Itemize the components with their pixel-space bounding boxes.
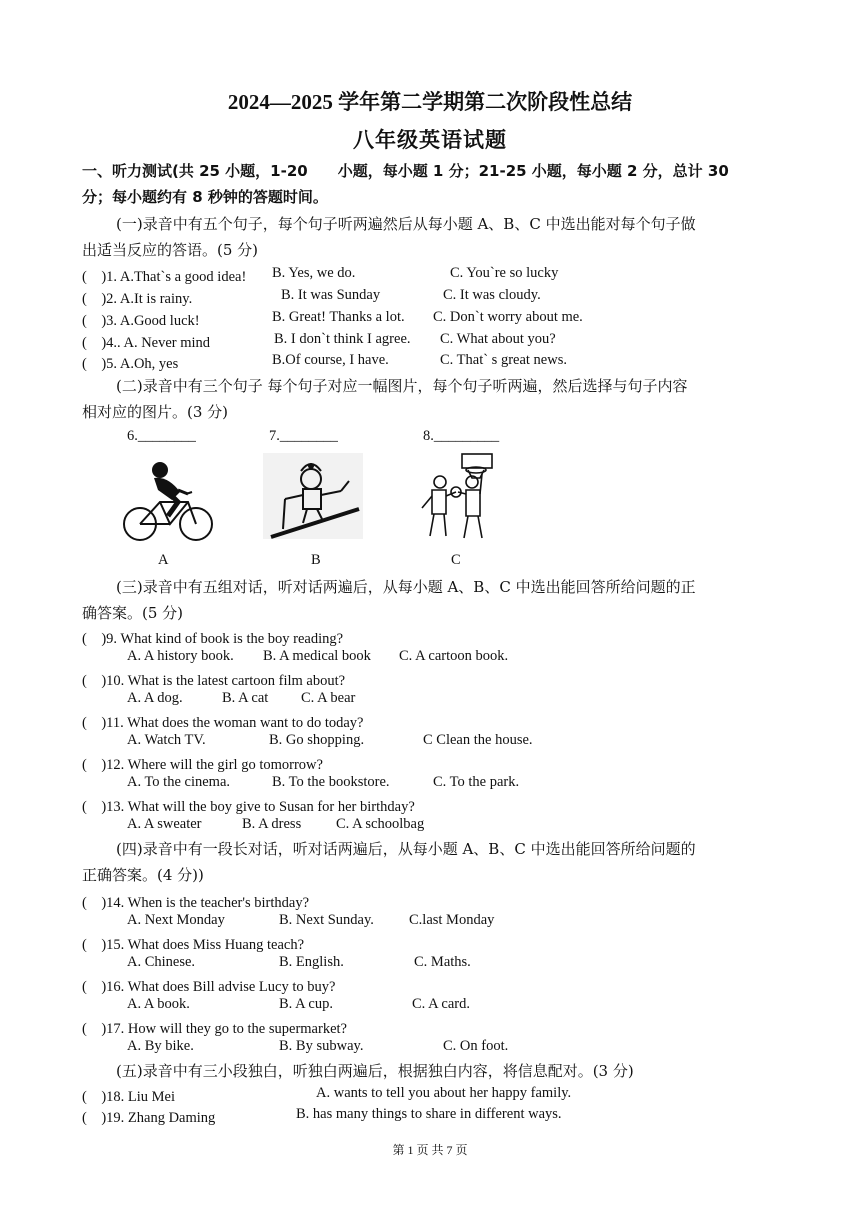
part3-intro-line2: 确答案。(5 分): [82, 604, 184, 622]
q8-blank: 8._________: [423, 428, 500, 444]
q2-option-b: B. It was Sunday: [281, 287, 381, 303]
q7-blank: 7.________: [269, 428, 338, 444]
skier-picture: [263, 453, 363, 539]
exam-title: 2024—2025 学年第二学期第二次阶段性总结: [227, 90, 633, 114]
q9-option-c: C. A cartoon book.: [399, 648, 509, 664]
q14-option-b: B. Next Sunday.: [279, 912, 374, 928]
part1-intro-line2: 出适当反应的答语。(5 分): [82, 241, 259, 259]
q10-question: ( )10. What is the latest cartoon film about?: [82, 673, 346, 689]
q11-option-c: C Clean the house.: [423, 732, 533, 748]
section1-heading-line1: 一、听力测试(共 25 小题，1-20 小题，每小题 1 分；21-25 小题，每小题 2 分，总计 30: [82, 162, 729, 180]
part2-intro-line1: (二)录音中有三个句子 每个句子对应一幅图片，每个句子听两遍，然后选择与句子内容: [116, 377, 688, 395]
section1-heading-line2: 分；每小题约有 8 秒钟的答题时间。: [82, 188, 328, 206]
q16-question: ( )16. What does Bill advise Lucy to buy?: [82, 979, 336, 995]
q13-option-b: B. A dress: [242, 816, 302, 832]
part3-intro-line1: (三)录音中有五组对话，听对话两遍后，从每小题 A、B、C 中选出能回答所给问题的正: [116, 578, 696, 596]
q15-question: ( )15. What does Miss Huang teach?: [82, 937, 305, 953]
q17-question: ( )17. How will they go to the supermarket?: [82, 1021, 347, 1037]
q16-option-a: A. A book.: [127, 996, 190, 1012]
q16-option-c: C. A card.: [412, 996, 470, 1012]
part5-intro: (五)录音中有三小段独白，听独白两遍后，根据独白内容，将信息配对。(3 分): [116, 1062, 634, 1080]
q6-blank: 6.________: [127, 428, 196, 444]
q13-question: ( )13. What will the boy give to Susan for her birthday?: [82, 799, 415, 815]
q5-option-c: C. That` s great news.: [440, 352, 567, 368]
q2-stem: ( )2. A.It is rainy.: [82, 291, 193, 307]
picture-label-c: C: [451, 552, 461, 568]
picture-label-b: B: [311, 552, 321, 568]
q13-option-a: A. A sweater: [127, 816, 202, 832]
q12-option-b: B. To the bookstore.: [272, 774, 390, 790]
part1-intro-line1: (一)录音中有五个句子，每个句子听两遍然后从每小题 A、B、C 中选出能对每个句子做: [116, 215, 696, 233]
q13-option-c: C. A schoolbag: [336, 816, 425, 832]
q5-option-b: B.Of course, I have.: [272, 352, 389, 368]
q11-option-b: B. Go shopping.: [269, 732, 365, 748]
q9-option-a: A. A history book.: [127, 648, 234, 664]
cyclist-picture: [118, 456, 218, 546]
q14-option-a: A. Next Monday: [127, 912, 225, 928]
q1-stem: ( )1. A.That`s a good idea!: [82, 269, 247, 285]
q11-option-a: A. Watch TV.: [127, 732, 206, 748]
q4-option-c: C. What about you?: [440, 331, 556, 347]
q12-option-a: A. To the cinema.: [127, 774, 231, 790]
q10-option-b: B. A cat: [222, 690, 269, 706]
q10-option-c: C. A bear: [301, 690, 356, 706]
q14-question: ( )14. When is the teacher's birthday?: [82, 895, 310, 911]
q1-option-b: B. Yes, we do.: [272, 265, 356, 281]
q18-match-a: A. wants to tell you about her happy family.: [316, 1085, 572, 1101]
q19-match-b: B. has many things to share in different ways.: [296, 1106, 562, 1122]
q5-stem: ( )5. A.Oh, yes: [82, 356, 179, 372]
q2-option-c: C. It was cloudy.: [443, 287, 541, 303]
part4-intro-line1: (四)录音中有一段长对话，听对话两遍后，从每小题 A、B、C 中选出能回答所给问题的: [116, 840, 696, 858]
q12-question: ( )12. Where will the girl go tomorrow?: [82, 757, 323, 773]
part4-intro-line2: 正确答案。(4 分)): [82, 866, 204, 884]
q17-option-a: A. By bike.: [127, 1038, 194, 1054]
part2-intro-line2: 相对应的图片。(3 分): [82, 403, 229, 421]
q9-question: ( )9. What kind of book is the boy reading?: [82, 631, 344, 647]
q4-stem: ( )4.. A. Never mind: [82, 335, 211, 351]
q15-option-a: A. Chinese.: [127, 954, 196, 970]
q14-option-c: C.last Monday: [409, 912, 495, 928]
q17-option-c: C. On foot.: [443, 1038, 509, 1054]
q15-option-c: C. Maths.: [414, 954, 471, 970]
q16-option-b: B. A cup.: [279, 996, 333, 1012]
q12-option-c: C. To the park.: [433, 774, 520, 790]
q3-option-c: C. Don`t worry about me.: [433, 309, 583, 325]
page-footer: 第 1 页 共 7 页: [392, 1143, 468, 1157]
q9-option-b: B. A medical book: [263, 648, 371, 664]
q15-option-b: B. English.: [279, 954, 344, 970]
basketball-picture: [410, 452, 505, 544]
q1-option-c: C. You`re so lucky: [450, 265, 559, 281]
q4-option-b: B. I don`t think I agree.: [274, 331, 411, 347]
q3-option-b: B. Great! Thanks a lot.: [272, 309, 405, 325]
q3-stem: ( )3. A.Good luck!: [82, 313, 200, 329]
exam-subtitle: 八年级英语试题: [353, 128, 507, 152]
q19-person: ( )19. Zhang Daming: [82, 1110, 216, 1126]
picture-label-a: A: [158, 552, 169, 568]
q11-question: ( )11. What does the woman want to do today?: [82, 715, 364, 731]
q17-option-b: B. By subway.: [279, 1038, 364, 1054]
q18-person: ( )18. Liu Mei: [82, 1089, 176, 1105]
q10-option-a: A. A dog.: [127, 690, 183, 706]
